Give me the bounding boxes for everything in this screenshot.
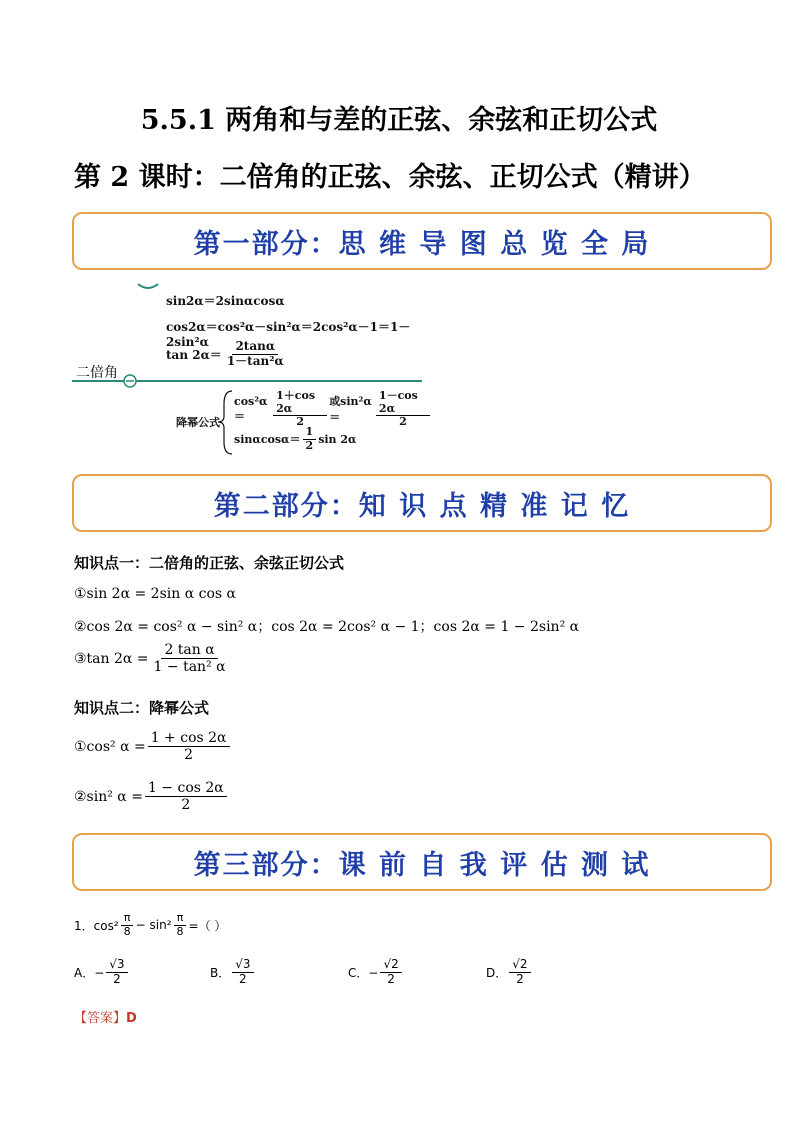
mind-map-sin2a: sin2α＝2sinαcosα <box>166 294 285 308</box>
mind-map-jm1-den: 2 <box>296 415 304 429</box>
answer-label: 【答案】 <box>74 1011 127 1026</box>
formula-cos-sq-prefix: ①cos² α = <box>74 738 146 755</box>
mind-map-jm1-num: 1＋cos 2α <box>273 390 327 416</box>
option-d-label: D． <box>486 965 508 980</box>
mind-map-jm1-num2: 1－cos 2α <box>376 390 430 416</box>
formula-tan2a-num: 2 tan α <box>161 642 217 659</box>
question-stem-prefix: 1．cos² <box>74 918 119 933</box>
option-c-num: √2 <box>380 958 401 973</box>
option-b-label: B． <box>210 965 231 980</box>
section-header-3: 第三部分：课 前 自 我 评 估 测 试 <box>72 833 772 891</box>
formula-tan2a <box>74 642 231 675</box>
option-d-den: 2 <box>516 971 524 986</box>
question-pi-num-2: π <box>174 912 187 926</box>
option-b-den: 2 <box>239 971 247 986</box>
mind-map-tan2a <box>166 340 289 369</box>
mind-map-jm1-den2: 2 <box>399 415 407 429</box>
knowledge-point-1-title: 知识点一：二倍角的正弦、余弦正切公式 <box>74 554 345 572</box>
formula-tan2a-den: 1 − tan² α <box>153 659 226 676</box>
question-1-stem <box>74 912 226 938</box>
option-a-label: A．− <box>74 965 105 980</box>
mind-map-jm2 <box>234 426 357 452</box>
option-b[interactable] <box>210 958 256 987</box>
formula-sin-sq-den: 2 <box>181 797 191 814</box>
answer <box>74 1007 137 1026</box>
option-c-label: C．− <box>348 965 379 980</box>
option-a-num: √3 <box>106 958 127 973</box>
mind-map-jm2-a: sinαcosα＝ <box>234 433 301 447</box>
page-title: 5.5.1 两角和与差的正弦、余弦和正切公式 <box>140 105 658 136</box>
formula-cos2a: ②cos 2α = cos² α − sin² α；cos 2α = 2cos² α − 1；cos 2α = 1 − 2sin² α <box>74 619 580 635</box>
mind-map-jm2-den: 2 <box>305 438 314 452</box>
mind-map <box>72 276 432 456</box>
knowledge-point-2-title: 知识点二：降幂公式 <box>74 699 210 717</box>
option-c-den: 2 <box>387 971 395 986</box>
option-d-num: √2 <box>509 958 530 973</box>
question-pi-den-2: 8 <box>176 924 184 938</box>
section-header-1: 第一部分：思 维 导 图 总 览 全 局 <box>72 212 772 270</box>
option-a[interactable] <box>74 958 130 987</box>
page-subtitle: 第 2 课时：二倍角的正弦、余弦、正切公式（精讲） <box>74 162 706 193</box>
answer-value: D <box>126 1011 137 1026</box>
formula-cos-sq-den: 2 <box>184 747 194 764</box>
mind-map-tan2a-prefix: tan 2α＝ <box>166 347 222 362</box>
option-b-num: √3 <box>232 958 253 973</box>
option-c[interactable] <box>348 958 404 987</box>
formula-sin-sq-prefix: ②sin² α = <box>74 788 143 805</box>
formula-sin-sq-num: 1 − cos 2α <box>145 780 227 797</box>
option-a-den: 2 <box>113 971 121 986</box>
mind-map-jm2-b: sin 2α <box>318 432 357 446</box>
mind-map-jm2-num: 1 <box>303 426 317 440</box>
mind-map-tan2a-num: 2tanα <box>232 340 278 355</box>
mind-map-tan2a-den: 1－tan²α <box>226 353 284 368</box>
mind-map-cos2a: cos2α＝cos²α－sin²α＝2cos²α－1＝1－2sin²α <box>166 320 411 349</box>
mind-map-jm1-a: cos²α＝ <box>234 394 268 423</box>
formula-cos-sq <box>74 730 232 763</box>
option-d[interactable] <box>486 958 533 987</box>
formula-sin-sq <box>74 780 229 813</box>
question-pi-num-1: π <box>121 912 134 926</box>
mind-map-root: 二倍角 <box>76 365 118 381</box>
section-header-2: 第二部分：知 识 点 精 准 记 忆 <box>72 474 772 532</box>
question-stem-mid: − sin² <box>135 918 172 933</box>
mind-map-jm1 <box>234 390 432 429</box>
mind-map-jm1-or: 或sin²α＝ <box>329 395 372 425</box>
formula-sin2a: ①sin 2α = 2sin α cos α <box>74 586 236 602</box>
question-stem-suffix: =（ ） <box>188 918 227 933</box>
mind-map-jm-label: 降幂公式 <box>176 416 220 429</box>
formula-cos-sq-num: 1 + cos 2α <box>148 730 230 747</box>
formula-tan2a-prefix: ③tan 2α = <box>74 650 149 667</box>
question-pi-den-1: 8 <box>123 924 131 938</box>
